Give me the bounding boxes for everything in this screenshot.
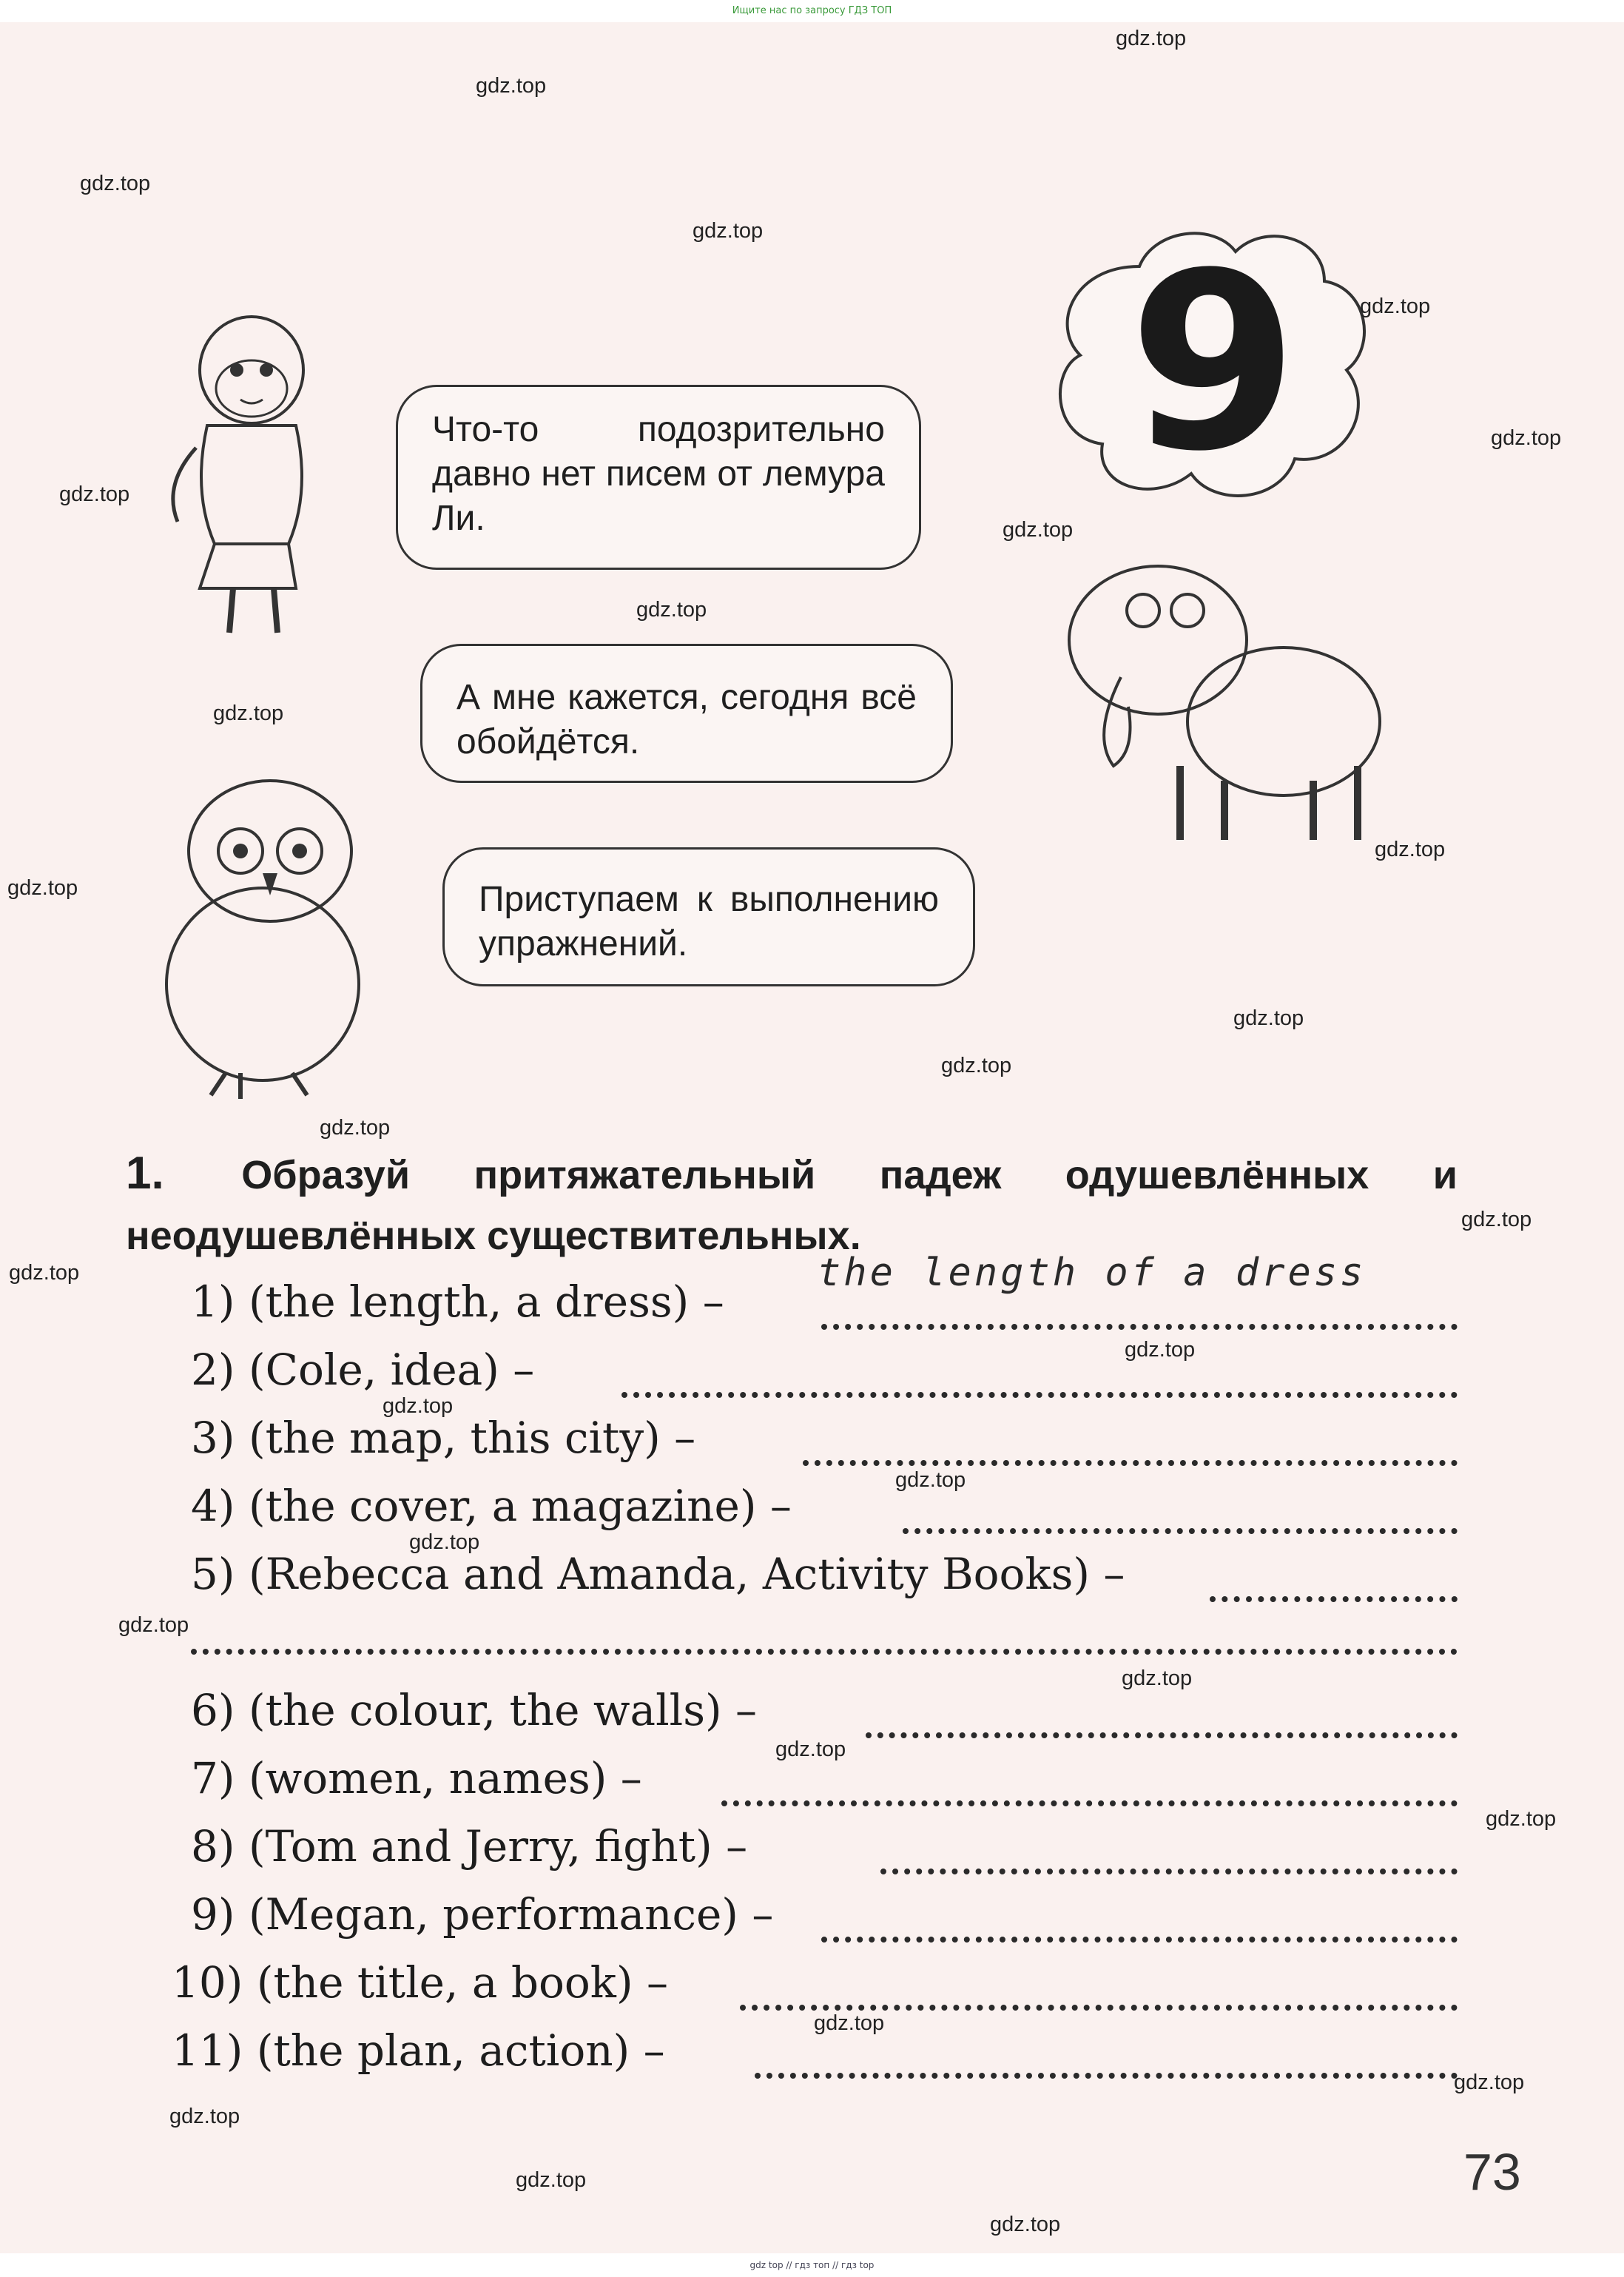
watermark: gdz.top (1233, 1006, 1304, 1030)
elephant-speech-bubble (420, 644, 953, 783)
watermark: gdz.top (1375, 838, 1446, 861)
watermark: gdz.top (9, 1261, 80, 1285)
watermark: gdz.top (1003, 518, 1074, 542)
exercise-item: 6) (the colour, the walls) – (0, 1685, 1624, 1752)
watermark: gdz.top (7, 876, 78, 900)
top-banner: Ищите нас по запросу ГДЗ ТОП (0, 0, 1624, 22)
watermark: gdz.top (169, 2105, 240, 2128)
exercise-item-continuation (0, 1606, 1624, 1672)
exercise-item: 1) (the length, a dress) – (0, 1277, 1624, 1343)
watermark: gdz.top (1461, 1208, 1532, 1231)
exercise-number: 1. (126, 1148, 164, 1199)
answer-line[interactable] (821, 1324, 1458, 1330)
page-number: 73 (1463, 2143, 1521, 2201)
lesson-number: 9 (1128, 221, 1291, 505)
exercise-item: 5) (Rebecca and Amanda, Activity Books) – (0, 1549, 1624, 1615)
watermark: gdz.top (80, 172, 151, 195)
watermark: gdz.top (1491, 426, 1562, 450)
watermark: gdz.top (516, 2168, 587, 2192)
answer-line[interactable] (903, 1528, 1458, 1534)
watermark: gdz.top (1116, 27, 1187, 50)
watermark: gdz.top (775, 1738, 846, 1761)
elephant-illustration (1032, 544, 1395, 855)
watermark: gdz.top (383, 1394, 454, 1418)
monkey-speech-text: Что-то подозрительно давно нет писем от лемура Ли. (432, 410, 885, 538)
monkey-speech-bubble (396, 385, 921, 570)
answer-line[interactable] (821, 1937, 1458, 1943)
owl-illustration (144, 770, 374, 1103)
answer-line[interactable] (880, 1869, 1458, 1874)
elephant-speech-text: А мне кажется, сегодня всё обойдётся. (456, 678, 917, 761)
exercise-item: 11) (the plan, action) – (0, 2025, 1624, 2092)
exercise-item: 10) (the title, a book) – (0, 1957, 1624, 2024)
watermark: gdz.top (476, 74, 547, 98)
watermark: gdz.top (1454, 2071, 1525, 2094)
exercise-item: 2) (Cole, idea) – (0, 1345, 1624, 1411)
exercise-item: 8) (Tom and Jerry, fight) – (0, 1821, 1624, 1888)
watermark: gdz.top (1125, 1338, 1196, 1362)
monkey-illustration (163, 300, 333, 640)
watermark: gdz.top (1486, 1807, 1557, 1831)
exercise-instruction: Образуй притяжательный падеж одушевлённых и неодушевлённых существительных. (126, 1153, 1458, 1258)
watermark: gdz.top (895, 1468, 966, 1492)
watermark: gdz.top (213, 702, 284, 725)
watermark: gdz.top (118, 1613, 189, 1637)
answer-line[interactable] (191, 1649, 1458, 1655)
watermark: gdz.top (814, 2011, 885, 2035)
watermark: gdz.top (320, 1116, 391, 1140)
answer-line[interactable] (721, 1800, 1458, 1806)
answer-line[interactable] (621, 1392, 1458, 1398)
sample-answer: the length of a dress (818, 1251, 1367, 1295)
watermark: gdz.top (941, 1054, 1012, 1077)
watermark: gdz.top (59, 482, 130, 506)
watermark: gdz.top (409, 1530, 480, 1554)
answer-line[interactable] (1210, 1596, 1458, 1602)
exercise-title (126, 1143, 1458, 1266)
answer-line[interactable] (866, 1732, 1458, 1738)
exercise-item: 3) (the map, this city) – (0, 1413, 1624, 1479)
exercise-item: 4) (the cover, a magazine) – (0, 1481, 1624, 1547)
answer-line[interactable] (740, 2005, 1458, 2011)
owl-speech-text: Приступаем к выполнению упражнений. (479, 880, 939, 963)
answer-line[interactable] (755, 2073, 1458, 2079)
watermark: gdz.top (636, 598, 707, 622)
watermark: gdz.top (1122, 1666, 1193, 1690)
watermark: gdz.top (990, 2213, 1061, 2236)
watermark: gdz.top (1360, 295, 1431, 318)
bottom-banner: gdz top // гдз топ // гдз top (0, 2253, 1624, 2277)
exercise-item: 7) (women, names) – (0, 1753, 1624, 1820)
owl-speech-bubble (442, 847, 975, 986)
exercise-item: 9) (Megan, performance) – (0, 1889, 1624, 1956)
watermark: gdz.top (693, 219, 764, 243)
answer-line[interactable] (803, 1460, 1458, 1466)
